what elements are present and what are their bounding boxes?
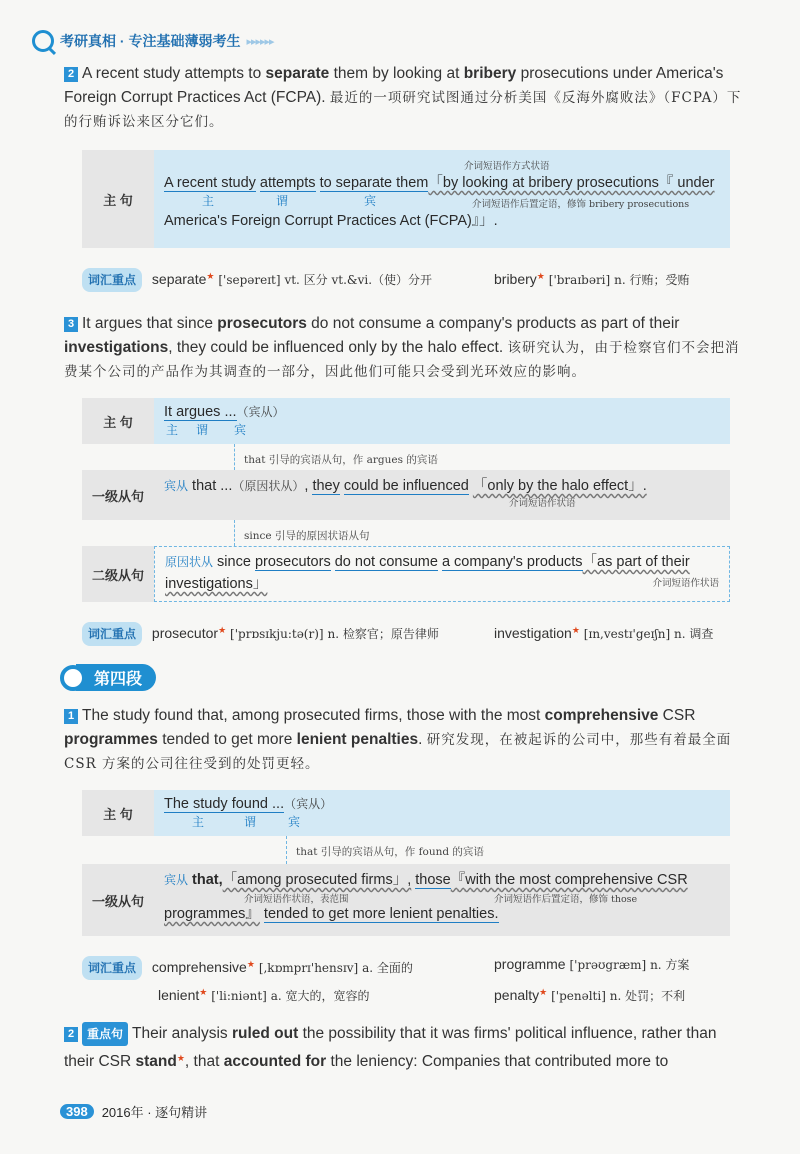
sentence-4-2: 2 重点句 Their analysis ruled out the possibility that it was firms' political influence, rather than their CSR stand★, that accounted for the leniency: Companies that contributed more to <box>64 1022 744 1074</box>
connector-line <box>234 444 235 470</box>
star-icon: ★ <box>536 271 545 281</box>
sentence-3: 3 It argues that since prosecutors do not consume a company's products as part of their investigations, they could be influenced only by the halo effect. 该研究认为，由于检察官们不会把消费某个公司的产品作为其调查的一部分，因此他们可能只会受到光环效应的影响。 <box>64 315 740 380</box>
star-icon: ★ <box>571 625 580 635</box>
vocab-tag: 词汇重点 <box>82 268 142 292</box>
clause-label: 主 句 <box>82 150 154 248</box>
page-header <box>32 30 274 52</box>
star-icon: ★ <box>246 959 255 969</box>
star-icon: ★ <box>218 625 227 635</box>
analysis-main-clause-1: 主 句 介词短语作方式状语 A recent study attempts to separate them「by looking at bribery prosecutions『 under 主 谓 宾 介词短语作后置定语，修饰 bribery prosecutions America's Foreign Corrupt Practices Act (FCPA)』」. <box>82 150 730 248</box>
vocab-list-3: 词汇重点 comprehensive★ [,kɒmprɪ'hensɪv] a. 全面的 programme ['prəʊgræm] n. 方案 lenient★ ['li:niənt] a. 宽大的，宽容的 penalty★ ['penəlti] n. 处罚；不利 <box>82 952 742 1008</box>
star-icon: ★ <box>206 271 215 281</box>
analysis-clause-level-2: 二级从句 原因状从 since prosecutors do not consume a company's products「as part of their investigations」 介词短语作状语 <box>82 546 730 602</box>
sentence-number: 3 <box>64 317 78 332</box>
star-icon: ★ <box>199 987 208 997</box>
page-number: 398 <box>60 1104 94 1119</box>
header-title: 考研真相 · 专注基础薄弱考生 <box>60 33 241 49</box>
clause-label: 一级从句 <box>82 470 154 520</box>
vocab-list-2: 词汇重点 prosecutor★ ['prɒsɪkju:tə(r)] n. 检察官；原告律师 investigation★ [ɪn,vestɪ'geɪʃn] n. 调查 <box>82 618 742 646</box>
chinese-translation: 研究发现，在被起诉的公司中，那些有着最全面 CSR 方案的公司往往受到的处罚更轻。 <box>64 732 732 772</box>
sentence-number: 2 <box>64 67 78 82</box>
connector-line <box>234 520 235 546</box>
analysis-clause-level-1b: 一级从句 宾从 that,「among prosecuted firms」, those『with the most comprehensive CSR 介词短语作状语，表范围 介词短语作后置定语，修饰 those programmes』 tended to get more lenient penalties. <box>82 864 730 936</box>
analysis-main-clause-3: 主 句 The study found ...（宾从） 主 谓 宾 <box>82 790 730 836</box>
search-q-logo-icon <box>32 30 54 52</box>
vocab-tag: 词汇重点 <box>82 622 142 646</box>
search-q-icon <box>60 665 86 691</box>
sentence-number: 2 <box>64 1027 78 1042</box>
sentence-2: 2 A recent study attempts to separate them by looking at bribery prosecutions under America's Foreign Corrupt Practices Act (FCPA). 最近的一项研究试图通过分析美国《反海外腐败法》（FCPA）下的行贿诉讼来区分它们。 <box>64 65 742 130</box>
clause-label: 一级从句 <box>82 864 154 936</box>
star-icon: ★ <box>176 1053 185 1063</box>
chinese-translation: 该研究认为，由于检察官们不会把消费某个公司的产品作为其调查的一部分，因此他们可能只会受到光环效应的影响。 <box>64 340 740 380</box>
connector-line <box>286 836 287 864</box>
footer-title: 2016年 · 逐句精讲 <box>101 1105 208 1120</box>
section-heading: 第四段 <box>60 664 156 691</box>
analysis-main-clause-2: 主 句 It argues ...（宾从） 主 谓 宾 <box>82 398 730 444</box>
vocab-list-1: 词汇重点 separate★ ['sepəreɪt] vt. 区分 vt.&vi.（使）分开 bribery★ ['braɪbəri] n. 行贿；受贿 <box>82 264 742 292</box>
clause-label: 二级从句 <box>82 546 154 602</box>
key-sentence-badge: 重点句 <box>82 1022 128 1046</box>
page-footer <box>60 1102 207 1121</box>
star-icon: ★ <box>539 987 548 997</box>
vocab-tag: 词汇重点 <box>82 956 142 980</box>
sentence-4-1: 1 The study found that, among prosecuted firms, those with the most comprehensive CSR programmes tended to get more lenient penalties. 研究发现，在被起诉的公司中，那些有着最全面 CSR 方案的公司往往受到的处罚更轻。 <box>64 707 732 772</box>
chinese-translation: 最近的一项研究试图通过分析美国《反海外腐败法》（FCPA）下的行贿诉讼来区分它们。 <box>64 90 742 130</box>
header-arrows-icon: ▸▸▸▸▸▸ <box>246 35 274 48</box>
clause-label: 主 句 <box>82 398 154 444</box>
analysis-clause-level-1: 一级从句 宾从 that ...（原因状从）, they could be influenced 「only by the halo effect」. 介词短语作状语 <box>82 470 730 520</box>
clause-label: 主 句 <box>82 790 154 836</box>
sentence-number: 1 <box>64 709 78 724</box>
